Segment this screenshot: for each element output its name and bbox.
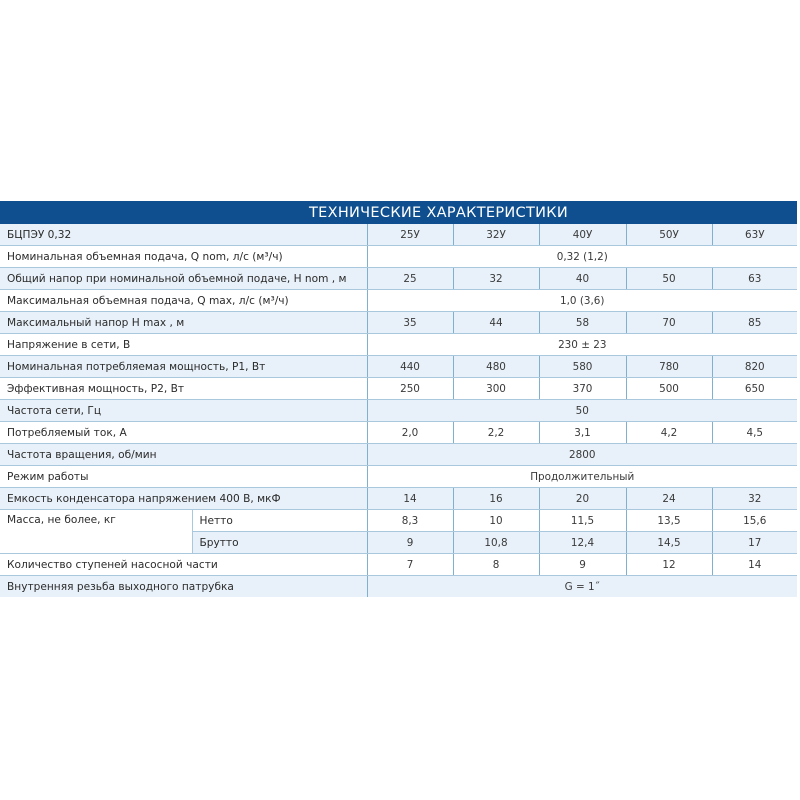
cell-value: 44 — [453, 312, 539, 334]
cell-value: 3,1 — [539, 422, 626, 444]
cell-value: 15,6 — [712, 510, 797, 532]
cell-value: 2,0 — [367, 422, 453, 444]
row-value: 1,0 (3,6) — [367, 290, 797, 312]
table-row — [0, 290, 797, 312]
cell-value: 32 — [453, 268, 539, 290]
row-label: Максимальная объемная подача, Q max, л/с (м³/ч) — [0, 290, 367, 312]
row-value: 0,32 (1,2) — [367, 246, 797, 268]
table-row — [0, 356, 797, 378]
cell-value: 40 — [539, 268, 626, 290]
cell-value: 20 — [539, 488, 626, 510]
cell-value: 9 — [539, 554, 626, 576]
cell-value: 300 — [453, 378, 539, 400]
mass-netto-row — [0, 510, 797, 532]
cell-value: 780 — [626, 356, 712, 378]
cell-value: 85 — [712, 312, 797, 334]
model-header: 63У — [712, 224, 797, 246]
cell-value: 70 — [626, 312, 712, 334]
table-title: ТЕХНИЧЕСКИЕ ХАРАКТЕРИСТИКИ — [0, 201, 797, 224]
row-label: Частота вращения, об/мин — [0, 444, 367, 466]
cell-value: 17 — [712, 532, 797, 554]
brutto-label: Брутто — [192, 532, 367, 554]
cell-value: 370 — [539, 378, 626, 400]
cell-value: 14,5 — [626, 532, 712, 554]
cell-value: 16 — [453, 488, 539, 510]
cell-value: 13,5 — [626, 510, 712, 532]
cell-value: 32 — [712, 488, 797, 510]
spec-table-container — [0, 201, 797, 597]
row-value: 50 — [367, 400, 797, 422]
model-header: 32У — [453, 224, 539, 246]
model-header: 25У — [367, 224, 453, 246]
cell-value: 24 — [626, 488, 712, 510]
cell-value: 8 — [453, 554, 539, 576]
row-label: Емкость конденсатора напряжением 400 В, мкФ — [0, 488, 367, 510]
cell-value: 7 — [367, 554, 453, 576]
row-label: Внутренняя резьба выходного патрубка — [0, 576, 367, 598]
cell-value: 9 — [367, 532, 453, 554]
cell-value: 14 — [712, 554, 797, 576]
row-label: Номинальная объемная подача, Q nom, л/с (м³/ч) — [0, 246, 367, 268]
row-value: Продолжительный — [367, 466, 797, 488]
table-row — [0, 400, 797, 422]
table-row — [0, 246, 797, 268]
mass-label: Масса, не более, кг — [0, 510, 192, 554]
cell-value: 2,2 — [453, 422, 539, 444]
row-label: Напряжение в сети, В — [0, 334, 367, 356]
cell-value: 650 — [712, 378, 797, 400]
row-label: Максимальный напор Н max , м — [0, 312, 367, 334]
cell-value: 10,8 — [453, 532, 539, 554]
cell-value: 250 — [367, 378, 453, 400]
table-row — [0, 268, 797, 290]
cell-value: 50 — [626, 268, 712, 290]
cell-value: 58 — [539, 312, 626, 334]
model-header: 40У — [539, 224, 626, 246]
cell-value: 8,3 — [367, 510, 453, 532]
row-label: Режим работы — [0, 466, 367, 488]
row-label: Частота сети, Гц — [0, 400, 367, 422]
table-row — [0, 576, 797, 598]
cell-value: 4,5 — [712, 422, 797, 444]
cell-value: 4,2 — [626, 422, 712, 444]
cell-value: 11,5 — [539, 510, 626, 532]
row-label: Эффективная мощность, Р2, Вт — [0, 378, 367, 400]
row-label: Номинальная потребляемая мощность, Р1, Вт — [0, 356, 367, 378]
cell-value: 440 — [367, 356, 453, 378]
row-label: Количество ступеней насосной части — [0, 554, 367, 576]
row-value: 2800 — [367, 444, 797, 466]
row-value: G = 1˝ — [367, 576, 797, 598]
cell-value: 820 — [712, 356, 797, 378]
row-label: Общий напор при номинальной объемной подаче, Н nom , м — [0, 268, 367, 290]
row-label: Потребляемый ток, А — [0, 422, 367, 444]
table-row — [0, 466, 797, 488]
table-row — [0, 444, 797, 466]
table-row — [0, 312, 797, 334]
table-row — [0, 488, 797, 510]
model-row — [0, 224, 797, 246]
table-row — [0, 378, 797, 400]
table-row — [0, 422, 797, 444]
model-header: 50У — [626, 224, 712, 246]
netto-label: Нетто — [192, 510, 367, 532]
cell-value: 14 — [367, 488, 453, 510]
table-row — [0, 554, 797, 576]
model-label: БЦПЭУ 0,32 — [0, 224, 367, 246]
cell-value: 12 — [626, 554, 712, 576]
cell-value: 500 — [626, 378, 712, 400]
cell-value: 35 — [367, 312, 453, 334]
cell-value: 580 — [539, 356, 626, 378]
cell-value: 12,4 — [539, 532, 626, 554]
cell-value: 480 — [453, 356, 539, 378]
cell-value: 63 — [712, 268, 797, 290]
cell-value: 10 — [453, 510, 539, 532]
table-row — [0, 334, 797, 356]
row-value: 230 ± 23 — [367, 334, 797, 356]
spec-table — [0, 224, 797, 597]
cell-value: 25 — [367, 268, 453, 290]
